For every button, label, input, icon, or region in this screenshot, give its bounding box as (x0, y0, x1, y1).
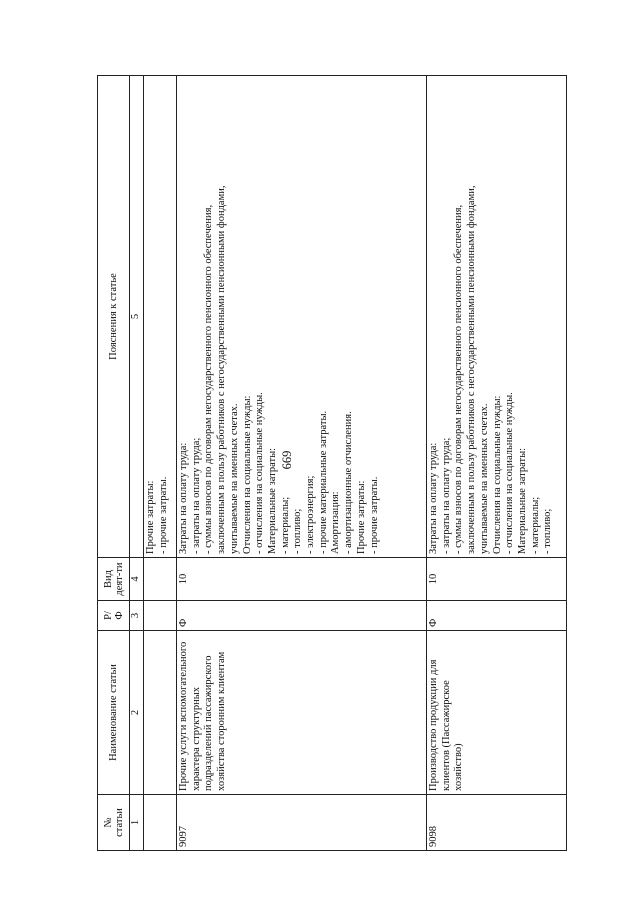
header-article-number: № статьи (98, 795, 130, 851)
article-activity: 10 (177, 558, 427, 601)
article-rf: Ф (427, 601, 567, 631)
rotated-table-frame (97, 76, 567, 851)
table-row (177, 76, 427, 851)
column-number: 3 (130, 601, 144, 631)
table-row (144, 76, 177, 851)
article-code (144, 795, 177, 851)
article-explanations: Затраты на оплату труда: - затраты на оплату труда; - суммы взносов по договорам негосударственного пенсионного обеспечения, заключенным в пользу работников с негосударственными пенсионными фондами, учитываемые на именных счетах. Отчисления на социальные нужды: - отчисления на социальные нужды. Материальные затраты: - материалы; - топливо; (427, 76, 567, 558)
header-rf: Р/ Ф (98, 601, 130, 631)
article-name: Прочие услуги вспомогательного характера структурных подразделений пассажирского хозяйства сторонним клиентам (177, 631, 427, 795)
table-row (427, 76, 567, 851)
article-activity (144, 558, 177, 601)
article-activity: 10 (427, 558, 567, 601)
header-article-name: Наименование статьи (98, 631, 130, 795)
article-rf (144, 601, 177, 631)
article-rf: Ф (177, 601, 427, 631)
article-code: 9097 (177, 795, 427, 851)
article-explanations: Прочие затраты: - прочие затраты. (144, 76, 177, 558)
article-name: Производство продукции для клиентов (Пассажирское хозяйство) (427, 631, 567, 795)
header-activity-type: Вид деят-ти (98, 558, 130, 601)
header-explanations: Пояснения к статье (98, 76, 130, 558)
rotated-table (97, 76, 567, 851)
column-number: 5 (130, 76, 144, 558)
column-number-row (130, 76, 144, 851)
article-explanations: Затраты на оплату труда: - затраты на оплату труда; - суммы взносов по договорам негосударственного пенсионного обеспечения, заключенным в пользу работников с негосударственными пенсионными фондами, учитываемые на именных счетах. Отчисления на социальные нужды: - отчисления на социальные нужды. Материальные затраты: - материалы; - топливо; - электроэнергия; - прочие материальные затраты. Амортизация: - амортизационные отчисления. Прочие затраты: - прочие затраты. (177, 76, 427, 558)
column-number: 4 (130, 558, 144, 601)
header-row (98, 76, 130, 851)
page-number: 669 (280, 450, 294, 470)
column-number: 1 (130, 795, 144, 851)
column-number: 2 (130, 631, 144, 795)
article-code: 9098 (427, 795, 567, 851)
articles-table (97, 75, 567, 851)
article-name (144, 631, 177, 795)
